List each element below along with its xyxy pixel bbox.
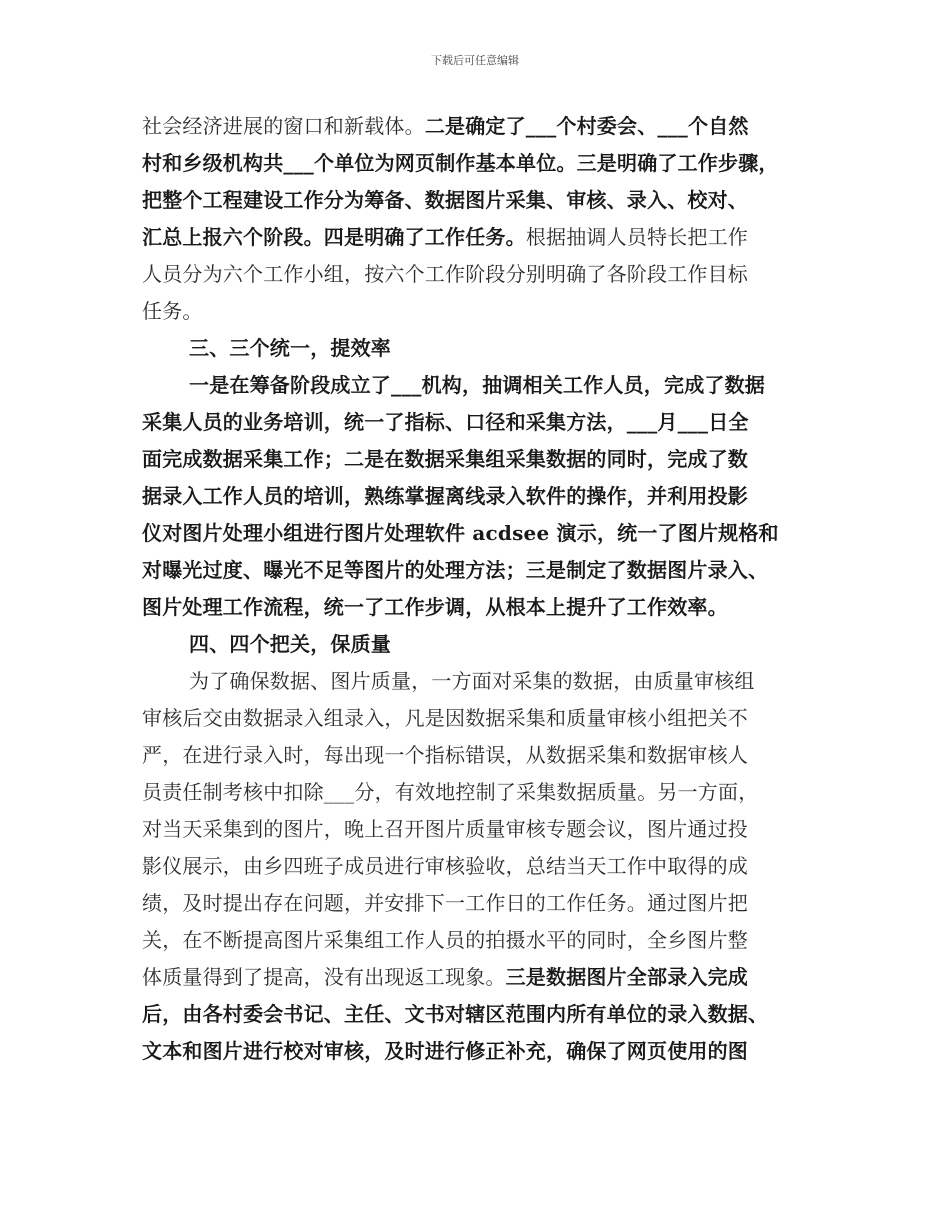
text-line [142,219,822,256]
text-line: 严，在进行录入时，每出现一个指标错误，从数据采集和数据审核人 [142,743,748,767]
section-heading: 三、三个统一，提效率 [189,336,391,360]
text-line: 后，由各村委会书记、主任、文书对辖区范围内所有单位的录入数据、 [142,1002,769,1026]
text-line: 面完成数据采集工作；二是在数据采集组采集数据的同时，完成了数 [142,447,748,471]
text-line: 人员分为六个工作小组，按六个工作阶段分别明确了各阶段工作目标 [142,262,748,286]
text-line: 绩，及时提出存在问题，并安排下一工作日的工作任务。通过图片把 [142,891,748,915]
text-line: 员责任制考核中扣除___分，有效地控制了采集数据质量。另一方面， [142,780,759,804]
text-line: 仪对图片处理小组进行图片处理软件 acdsee 演示，统一了图片规格和 [142,521,779,545]
text-line: 审核后交由数据录入组录入，凡是因数据采集和质量审核小组把关不 [142,706,748,730]
text-line: 对当天采集到的图片，晚上召开图片质量审核专题会议，图片通过投 [142,817,748,841]
text-line: 影仪展示，由乡四班子成员进行审核验收，总结当天工作中取得的成 [142,854,748,878]
text-segment-bold: 二是确定了___个村委会、___个自然 [424,114,749,138]
text-line: 为了确保数据、图片质量，一方面对采集的数据，由质量审核组 [189,669,755,693]
text-segment: 体质量得到了提高，没有出现返工现象。 [142,965,506,989]
text-line: 文本和图片进行校对审核，及时进行修正补充，确保了网页使用的图 [142,1039,748,1063]
text-segment: 社会经济进展的窗口和新载体。 [142,114,425,138]
text-line: 村和乡级机构共___个单位为网页制作基本单位。三是明确了工作步骤， [142,151,779,175]
text-line: 据录入工作人员的培训，熟练掌握离线录入软件的操作，并利用投影 [142,484,748,508]
text-line: 图片处理工作流程，统一了工作步调，从根本上提升了工作效率。 [142,595,728,619]
text-line: 关，在不断提高图片采集组工作人员的拍摄水平的同时，全乡图片整 [142,928,748,952]
section-heading: 四、四个把关，保质量 [189,632,391,656]
text-line: 采集人员的业务培训，统一了指标、口径和采集方法，___月___日全 [142,410,749,434]
text-line: 把整个工程建设工作分为筹备、数据图片采集、审核、录入、校对、 [142,188,748,212]
text-line [142,108,822,145]
text-line: 任务。 [142,299,203,323]
page-header: 下载后可任意编辑 [431,54,519,67]
text-line: 一是在筹备阶段成立了___机构，抽调相关工作人员，完成了数据 [189,373,765,397]
text-segment-bold: 三是数据图片全部录入完成 [505,965,749,989]
text-line [142,959,822,996]
text-segment-bold: 汇总上报六个阶段。四是明确了工作任务。 [142,225,526,249]
text-line: 对曝光过度、曝光不足等图片的处理方法；三是制定了数据图片录入、 [142,558,769,582]
text-segment: 根据抽调人员特长把工作 [525,225,749,249]
document-body [142,108,822,1070]
